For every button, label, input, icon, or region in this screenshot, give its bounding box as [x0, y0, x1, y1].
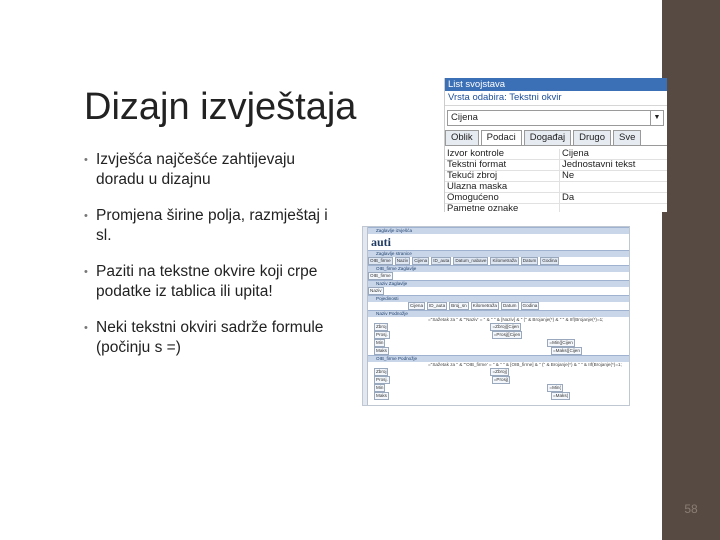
detail-field[interactable]: Cijena — [410, 303, 424, 308]
property-tabs — [445, 130, 667, 146]
field-label[interactable]: ID_auta — [433, 258, 450, 263]
sum-field-2[interactable]: =Prosj( — [493, 377, 509, 382]
object-select-value: Cijena — [451, 112, 478, 123]
sum-row-2 — [368, 376, 629, 384]
detail-field[interactable]: Datum — [502, 303, 517, 308]
sum-label-2[interactable]: Maks — [376, 393, 387, 398]
sum-label-2[interactable]: Min — [376, 385, 384, 390]
group-field[interactable]: OIB_firme — [370, 273, 391, 278]
sum-row — [368, 339, 629, 347]
chevron-down-icon[interactable]: ▼ — [650, 111, 663, 125]
report-designer — [362, 226, 630, 406]
bullet-text: Neki tekstni okviri sadrže formule (počinju s =) — [96, 319, 324, 356]
property-key: Pametne oznake — [445, 204, 560, 213]
sum-label-2[interactable]: Zbroj — [376, 369, 387, 374]
property-sheet — [444, 78, 667, 212]
field-label[interactable]: Cijena — [414, 258, 428, 263]
property-value[interactable] — [560, 182, 668, 193]
bullet-glyph: • — [84, 210, 88, 222]
bullet-list — [84, 150, 344, 374]
detail-field[interactable]: Kilometraža — [472, 303, 497, 308]
property-key: Tekući zbroj — [445, 171, 560, 182]
detail-field[interactable]: ID_auta — [429, 303, 446, 308]
bullet-text: Paziti na tekstne okvire koji crpe podatke iz tablica ili upita! — [96, 263, 318, 300]
designer-canvas — [368, 227, 629, 405]
sum-field[interactable]: =Zbroj([Cijen — [492, 324, 519, 329]
field-label[interactable]: Datum_nabave — [455, 258, 487, 263]
property-key: Izvor kontrole — [445, 149, 560, 160]
bullet-text: Izvješća najčešće zahtijevaju doradu u dizajnu — [96, 151, 296, 188]
sum-field-2[interactable]: =Maks( — [552, 393, 569, 398]
bullet-glyph: • — [84, 322, 88, 334]
band-report-header[interactable]: Zaglavlje izvješća — [368, 227, 629, 234]
property-key: Ulazna maska — [445, 182, 560, 193]
property-key: Tekstni format — [445, 160, 560, 171]
tab-drugo[interactable]: Drugo — [573, 130, 611, 145]
field-label[interactable]: Datum — [522, 258, 537, 263]
sum-label-2[interactable]: Prosj. — [376, 377, 388, 382]
property-value[interactable] — [560, 204, 668, 213]
property-sheet-title: List svojstava — [445, 78, 667, 91]
field-label[interactable]: OIB_firme — [370, 258, 391, 263]
property-row[interactable] — [445, 160, 667, 171]
bullet-item — [84, 318, 344, 358]
sum-field-2[interactable]: =Zbroj( — [492, 369, 508, 374]
property-row[interactable] — [445, 171, 667, 182]
sum-label[interactable]: Zbroj — [376, 324, 387, 329]
sum-row — [368, 331, 629, 339]
property-key: Omogućeno — [445, 193, 560, 204]
property-row[interactable] — [445, 193, 667, 204]
tab-sve[interactable]: Sve — [613, 130, 641, 145]
group-field-row-2 — [368, 287, 629, 295]
tab-oblik[interactable]: Oblik — [445, 130, 479, 145]
property-value[interactable]: Ne — [560, 171, 668, 182]
detail-fields — [368, 302, 629, 310]
property-value[interactable]: Jednostavni tekst — [560, 160, 668, 171]
band-page-header[interactable]: Zaglavlje stranice — [368, 250, 629, 257]
tab-podaci[interactable]: Podaci — [481, 130, 522, 145]
band-group-header-2[interactable]: Naziv Zaglavlje — [368, 280, 629, 287]
detail-field[interactable]: Godina — [522, 303, 538, 308]
sum-row-2 — [368, 368, 629, 376]
object-select[interactable] — [447, 110, 664, 126]
sum-row-2 — [368, 392, 629, 400]
sum-label[interactable]: Maks — [376, 348, 387, 353]
sum-label[interactable]: Prosj. — [376, 332, 388, 337]
slide-title: Dizajn izvještaja — [84, 86, 357, 128]
bullet-text: Promjena širine polja, razmještaj i sl. — [96, 207, 328, 244]
sum-field[interactable]: =Min([Cijen — [549, 340, 573, 345]
tab-dogadaj[interactable]: Događaj — [524, 130, 571, 145]
property-row[interactable] — [445, 149, 667, 160]
property-table — [445, 149, 667, 212]
band-group-footer-2[interactable]: OIB_firme Podnožje — [368, 355, 629, 362]
band-detail[interactable]: Pojedinosti — [368, 295, 629, 302]
sum-row — [368, 347, 629, 355]
property-row[interactable] — [445, 204, 667, 213]
field-label[interactable]: Naziv — [396, 258, 409, 263]
group-field-2[interactable]: Naziv — [370, 288, 382, 293]
summary-formula[interactable]: ="Sažetak za " & "'Naziv' = " & " " & [Naziv] & " (" & Brojanje(*) & " " & IIf(Brojanje(*)=1; — [428, 317, 604, 322]
band-group-footer[interactable]: Naziv Podnožje — [368, 310, 629, 317]
sum-field-2[interactable]: =Min( — [549, 385, 562, 390]
sum-field[interactable]: =Prosj([Cijen — [493, 332, 521, 337]
slide-number: 58 — [684, 502, 698, 516]
bullet-item — [84, 262, 344, 302]
detail-field[interactable]: Broj_sn — [451, 303, 467, 308]
sum-row-2 — [368, 384, 629, 392]
summary-formula-2[interactable]: ="Sažetak za " & "'OIB_firme' = " & " " & [OIB_firme] & " (" & Brojanje(*) & " " & IIf(Brojanje(*)=1; — [428, 362, 622, 367]
property-value[interactable]: Da — [560, 193, 668, 204]
bullet-item — [84, 150, 344, 190]
sum-row — [368, 323, 629, 331]
band-group-header[interactable]: OIB_firme Zaglavlje — [368, 265, 629, 272]
sum-label[interactable]: Min — [376, 340, 384, 345]
bullet-glyph: • — [84, 154, 88, 166]
field-label[interactable]: Godina — [542, 258, 558, 263]
bullet-glyph: • — [84, 266, 88, 278]
group-field-row — [368, 272, 629, 280]
sum-field[interactable]: =Maks([Cijen — [552, 348, 580, 353]
report-title[interactable]: auti — [371, 235, 392, 249]
property-sheet-subtitle: Vrsta odabira: Tekstni okvir — [445, 91, 667, 106]
property-value[interactable]: Cijena — [560, 149, 668, 160]
bullet-item — [84, 206, 344, 246]
property-row[interactable] — [445, 182, 667, 193]
field-label[interactable]: Kilometraža — [492, 258, 517, 263]
side-bar — [662, 0, 720, 540]
page-header-fields — [368, 257, 629, 265]
